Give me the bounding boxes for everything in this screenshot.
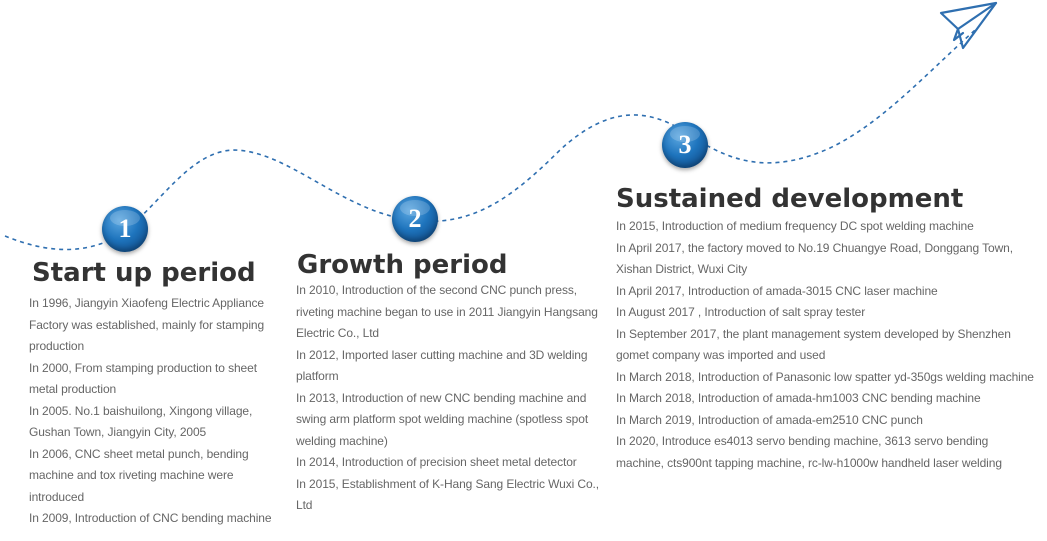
list-item: In September 2017, the plant management system developed by Shenzhen gomet company was imported and used [616, 326, 1011, 362]
milestone-1-list [29, 293, 281, 530]
milestone-3-title: Sustained development [616, 184, 964, 214]
milestone-1-badge: 1 [102, 206, 148, 252]
list-item: In March 2018, Introduction of amada-hm1003 CNC bending machine [616, 391, 981, 405]
list-item: In 2013, Introduction of new CNC bending machine and swing arm platform spot welding machine (spotless spot welding machine) [296, 390, 589, 448]
list-item: In 2012, Imported laser cutting machine and 3D welding platform [296, 347, 588, 383]
milestone-2-badge: 2 [392, 196, 438, 242]
paper-plane-icon [936, 0, 1000, 52]
list-item: In March 2018, Introduction of Panasonic low spatter yd-350gs welding machine [616, 369, 1034, 384]
milestone-3-badge: 3 [662, 122, 708, 168]
list-item: In 2009, Introduction of CNC bending machine [29, 511, 272, 525]
list-item: In April 2017, the factory moved to No.19 Chuangye Road, Donggang Town, Xishan District, Wuxi City [616, 240, 1013, 276]
milestone-2-list [296, 280, 601, 517]
list-item: In 2014, Introduction of precision sheet metal detector [296, 455, 577, 469]
list-item: In 2000, From stamping production to sheet metal production [29, 360, 257, 396]
list-item: In 2015, Establishment of K-Hang Sang Electric Wuxi Co., Ltd [296, 476, 599, 512]
list-item: In March 2019, Introduction of amada-em2510 CNC punch [616, 412, 923, 427]
list-item: In 2006, CNC sheet metal punch, bending machine and tox riveting machine were introduced [29, 446, 249, 504]
milestone-2-title: Growth period [297, 250, 508, 280]
list-item: In 2015, Introduction of medium frequency DC spot welding machine [616, 219, 974, 233]
milestone-3-list [616, 216, 1036, 474]
milestone-1-section [29, 258, 281, 530]
list-item: In 2005. No.1 baishuilong, Xingong village, Gushan Town, Jiangyin City, 2005 [29, 403, 253, 439]
list-item: In 2020, Introduce es4013 servo bending machine, 3613 servo bending machine, cts900nt tapping machine, rc-lw-h1000w handheld laser welding [616, 434, 1002, 470]
milestone-1-title: Start up period [32, 258, 256, 288]
milestone-3-section [616, 184, 1036, 474]
list-item: In April 2017, Introduction of amada-3015 CNC laser machine [616, 283, 938, 298]
list-item: In 2010, Introduction of the second CNC punch press, riveting machine began to use in 2011 Jiangyin Hangsang Electric Co., Ltd [296, 283, 598, 340]
milestone-2-section [296, 250, 601, 517]
list-item: In August 2017 , Introduction of salt spray tester [616, 305, 866, 319]
list-item: In 1996, Jiangyin Xiaofeng Electric Appliance Factory was established, mainly for stamping production [29, 296, 265, 353]
